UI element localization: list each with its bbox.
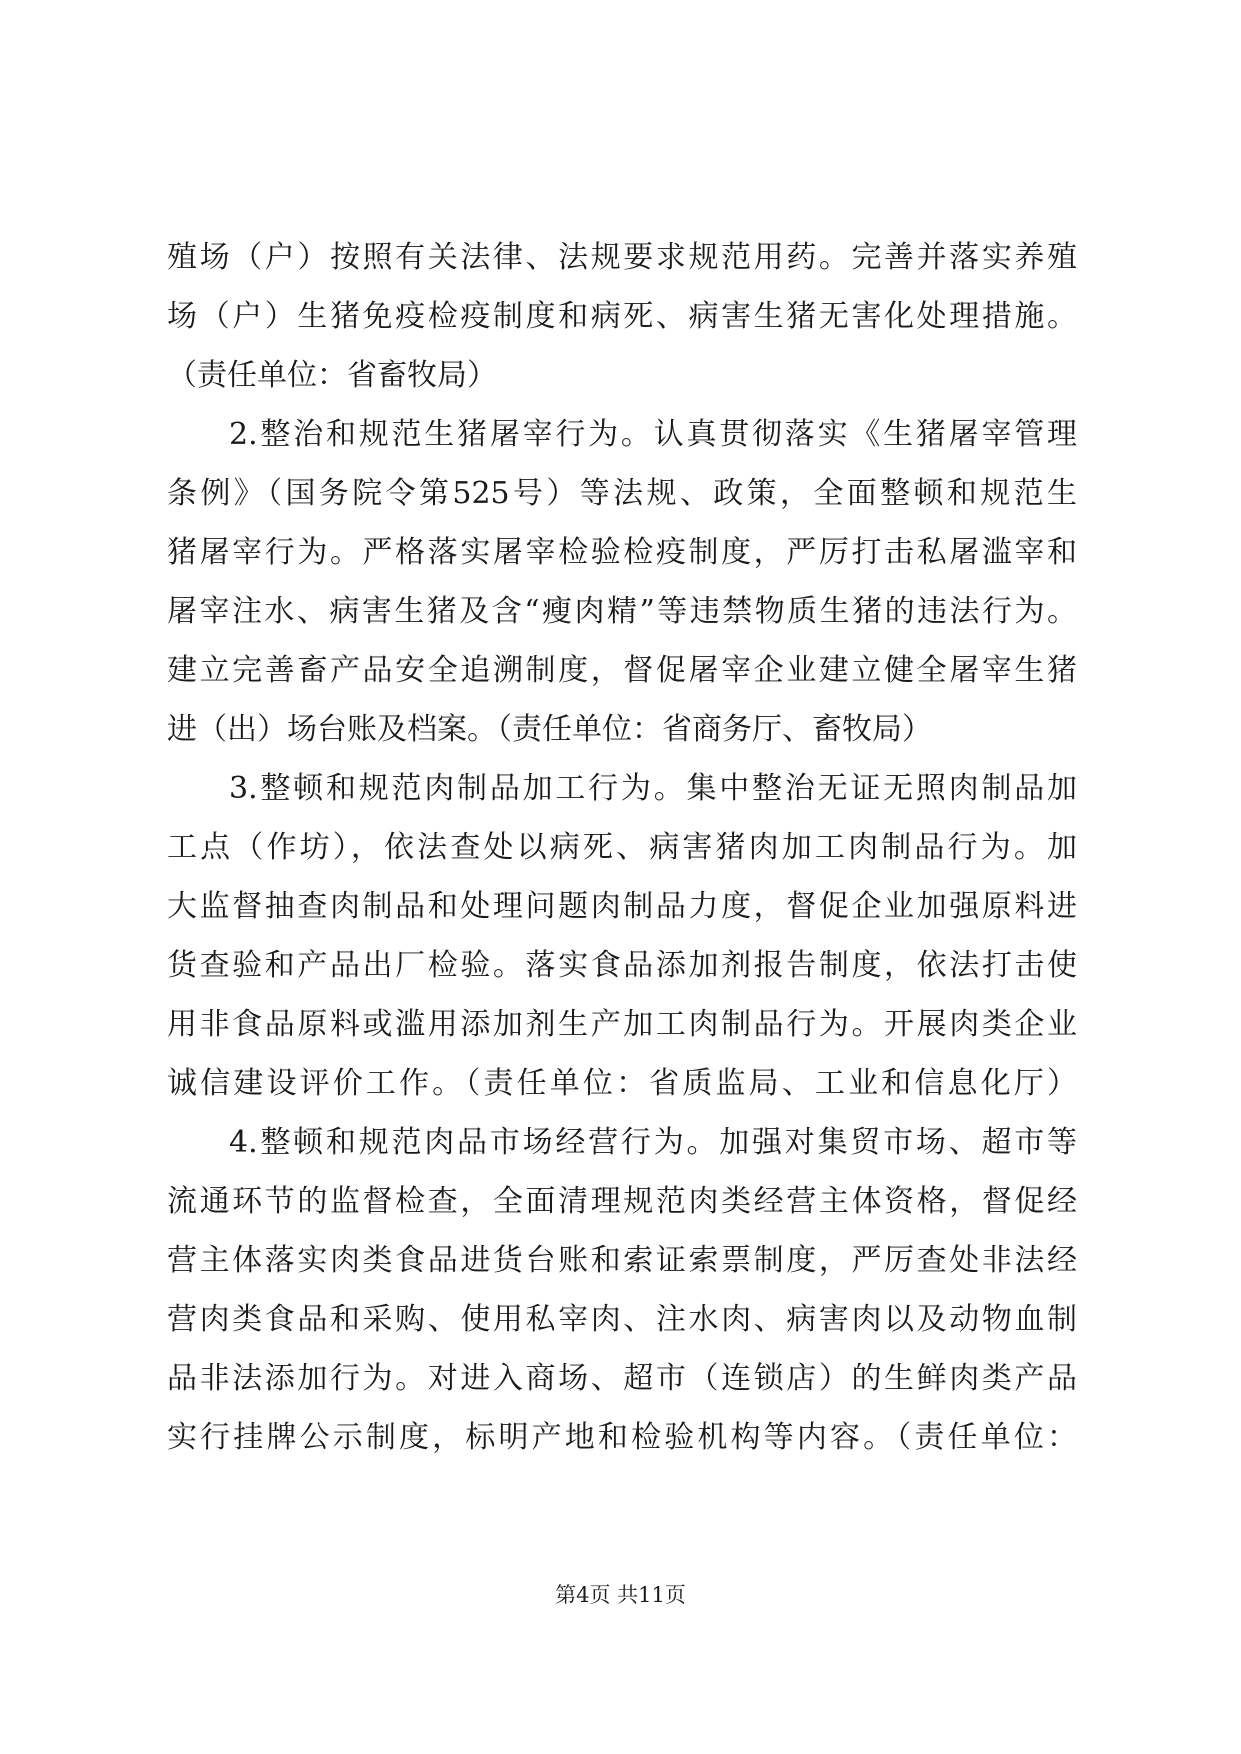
text-line: 殖场（户）按照有关法律、法规要求规范用药。完善并落实养殖 xyxy=(167,240,1077,275)
text-line: 营主体落实肉类食品进货台账和索证索票制度，严厉查处非法经 xyxy=(167,1243,1077,1278)
document-body xyxy=(167,228,1077,1467)
text-line: 诚信建设评价工作。（责任单位：省质监局、工业和信息化厅） xyxy=(167,1066,1077,1101)
text-line: 屠宰注水、病害生猪及含“瘦肉精”等违禁物质生猪的违法行为。 xyxy=(167,594,1077,629)
text-line: 猪屠宰行为。严格落实屠宰检验检疫制度，严厉打击私屠滥宰和 xyxy=(167,535,1077,570)
text-line: 条例》（国务院令第525号）等法规、政策，全面整顿和规范生 xyxy=(167,476,1077,511)
text-line: 货查验和产品出厂检验。落实食品添加剂报告制度，依法打击使 xyxy=(167,948,1077,983)
text-line: （责任单位：省畜牧局） xyxy=(167,358,497,393)
text-line: 3.整顿和规范肉制品加工行为。集中整治无证无照肉制品加 xyxy=(229,771,1077,806)
page-footer: 第4页 共11页 xyxy=(555,1583,686,1607)
text-line: 4.整顿和规范肉品市场经营行为。加强对集贸市场、超市等 xyxy=(229,1125,1077,1160)
text-line: 进（出）场台账及档案。（责任单位：省商务厅、畜牧局） xyxy=(167,712,932,747)
text-line: 实行挂牌公示制度，标明产地和检验机构等内容。（责任单位： xyxy=(167,1420,1077,1455)
text-line: 建立完善畜产品安全追溯制度，督促屠宰企业建立健全屠宰生猪 xyxy=(167,653,1077,688)
text-line: 大监督抽查肉制品和处理问题肉制品力度，督促企业加强原料进 xyxy=(167,889,1077,924)
text-line: 工点（作坊），依法查处以病死、病害猪肉加工肉制品行为。加 xyxy=(167,830,1077,865)
text-line: 流通环节的监督检查，全面清理规范肉类经营主体资格，督促经 xyxy=(167,1184,1077,1219)
text-line: 场（户）生猪免疫检疫制度和病死、病害生猪无害化处理措施。 xyxy=(167,299,1077,334)
text-line: 营肉类食品和采购、使用私宰肉、注水肉、病害肉以及动物血制 xyxy=(167,1302,1077,1337)
text-line: 2.整治和规范生猪屠宰行为。认真贯彻落实《生猪屠宰管理 xyxy=(229,417,1077,452)
text-line: 用非食品原料或滥用添加剂生产加工肉制品行为。开展肉类企业 xyxy=(167,1007,1077,1042)
text-line: 品非法添加行为。对进入商场、超市（连锁店）的生鲜肉类产品 xyxy=(167,1361,1077,1396)
